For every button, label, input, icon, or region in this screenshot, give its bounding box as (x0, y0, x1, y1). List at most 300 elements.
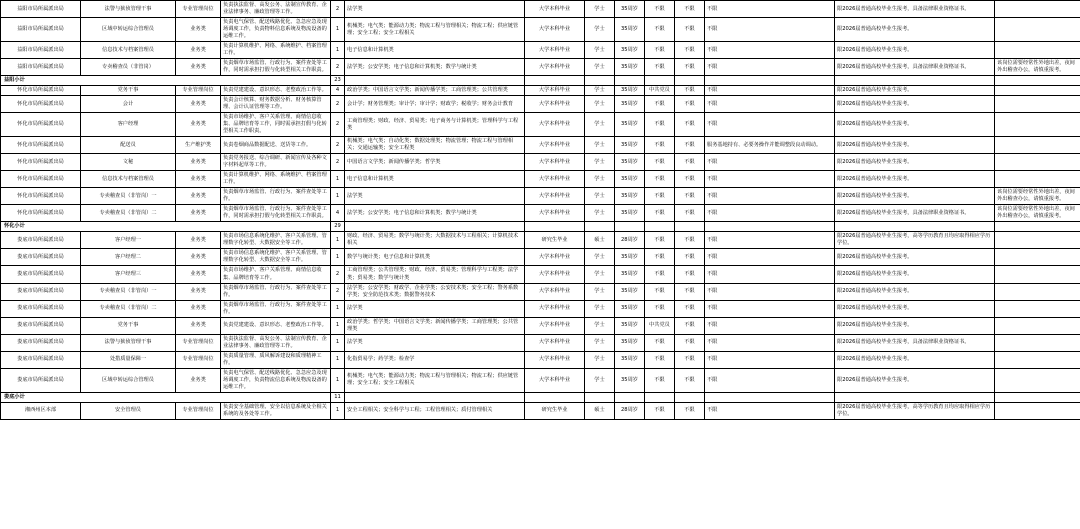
table-cell-2: 业务类 (176, 317, 221, 334)
table-cell-7: 学士 (585, 351, 615, 368)
table-cell-12: 限2026届普通高校毕业生报考。 (835, 18, 995, 42)
table-cell-4: 2 (331, 137, 345, 154)
table-row (1, 1, 1080, 18)
table-cell-11: 不限 (705, 86, 835, 96)
subtotal-count: 29 (331, 222, 345, 232)
table-row (1, 137, 1080, 154)
table-cell-13 (995, 137, 1080, 154)
table-cell-8: 35周岁 (615, 300, 645, 317)
subtotal-count: 23 (331, 76, 345, 86)
table-cell-7: 学士 (585, 317, 615, 334)
table-cell-5: 机械类；电气类；自动化类；数据处理类；物流管理；物流工程与管理相关；交通运输类；安全工程类 (345, 137, 525, 154)
table-cell-6: 大学本科毕业 (525, 283, 585, 300)
table-cell-1: 党务干事 (81, 317, 176, 334)
table-cell-13 (995, 249, 1080, 266)
table-cell-9: 中共党员 (645, 317, 675, 334)
table-cell-7: 学士 (585, 171, 615, 188)
table-cell-5: 法学类 (345, 300, 525, 317)
table-cell-10: 不限 (675, 402, 705, 419)
table-cell-7: 学士 (585, 113, 615, 137)
table-cell-11: 不限 (705, 1, 835, 18)
table-cell-11: 不限 (705, 266, 835, 283)
table-cell-6: 大学本科毕业 (525, 188, 585, 205)
table-cell-12: 限2026届普通高校毕业生报考。 (835, 137, 995, 154)
table-cell-9: 不限 (645, 171, 675, 188)
table-cell-7: 学士 (585, 188, 615, 205)
subtotal-empty-cell (645, 76, 675, 86)
table-cell-9: 不限 (645, 1, 675, 18)
table-cell-3: 负责市场信息系统化维护、客户关系管理、管理数字化转型、大数据安全等工作。 (221, 249, 331, 266)
table-cell-0: 娄底市局所属派出局 (1, 334, 81, 351)
table-cell-0: 怀化市局所属派出局 (1, 188, 81, 205)
table-body (1, 1, 1080, 420)
table-cell-9: 中共党员 (645, 86, 675, 96)
table-cell-7: 学士 (585, 18, 615, 42)
table-cell-11: 不限 (705, 171, 835, 188)
table-cell-11: 不限 (705, 368, 835, 392)
table-cell-6: 大学本科毕业 (525, 249, 585, 266)
table-cell-4: 1 (331, 18, 345, 42)
table-cell-10: 不限 (675, 188, 705, 205)
table-cell-12: 限2026届普通高校毕业生报考。 (835, 42, 995, 59)
table-cell-5: 中国语言文学类；新闻传播学类；哲学类 (345, 154, 525, 171)
table-cell-0: 怀化市局所属派出局 (1, 205, 81, 222)
table-cell-12: 限2026届普通高校毕业生报考，具备法律职业资格证书。 (835, 1, 995, 18)
subtotal-empty-cell (345, 76, 525, 86)
table-cell-7: 学士 (585, 137, 615, 154)
table-cell-6: 大学本科毕业 (525, 113, 585, 137)
table-cell-6: 大学本科毕业 (525, 137, 585, 154)
table-cell-6: 大学本科毕业 (525, 368, 585, 392)
table-cell-1: 客户经理二 (81, 249, 176, 266)
table-cell-7: 学士 (585, 59, 615, 76)
subtotal-empty-cell (705, 76, 835, 86)
table-subtotal-row (1, 392, 1080, 402)
table-cell-6: 大学本科毕业 (525, 266, 585, 283)
table-cell-11: 不限 (705, 249, 835, 266)
table-cell-13 (995, 42, 1080, 59)
table-cell-11: 不限 (705, 59, 835, 76)
table-cell-6: 大学本科毕业 (525, 42, 585, 59)
subtotal-empty-cell (585, 222, 615, 232)
table-cell-5: 工商管理类；公共管理类；财政、经济、贸易类；管理科学与工程类；法学类；贸易类；数学与统计类 (345, 266, 525, 283)
table-row (1, 205, 1080, 222)
table-cell-11: 不限 (705, 402, 835, 419)
table-cell-13: 该岗位需要经常性外地出差，夜间外出稽查办公，请慎重报考。 (995, 59, 1080, 76)
table-cell-8: 35周岁 (615, 154, 645, 171)
table-cell-8: 35周岁 (615, 171, 645, 188)
subtotal-empty-cell (585, 76, 615, 86)
table-cell-11: 不限 (705, 113, 835, 137)
table-cell-7: 学士 (585, 368, 615, 392)
table-row (1, 59, 1080, 76)
table-cell-4: 1 (331, 188, 345, 205)
table-cell-9: 不限 (645, 113, 675, 137)
table-cell-4: 2 (331, 1, 345, 18)
table-cell-4: 4 (331, 86, 345, 96)
table-cell-5: 法学类；公安学类；电子信息和计算机类；数学与统计类 (345, 205, 525, 222)
subtotal-empty-cell (995, 392, 1080, 402)
table-cell-10: 不限 (675, 317, 705, 334)
table-cell-11: 不限 (705, 18, 835, 42)
table-cell-3: 负责烟草市场监管、行政行为、案件查处等工作。 (221, 188, 331, 205)
table-cell-1: 客户经理三 (81, 266, 176, 283)
table-cell-4: 2 (331, 96, 345, 113)
table-cell-10: 不限 (675, 368, 705, 392)
table-cell-9: 不限 (645, 59, 675, 76)
table-cell-11: 不限 (705, 188, 835, 205)
table-cell-6: 大学本科毕业 (525, 154, 585, 171)
table-cell-5: 数学与统计类；电子信息和计算机类 (345, 249, 525, 266)
table-cell-0: 怀化市局所属派出局 (1, 96, 81, 113)
table-cell-2: 业务类 (176, 154, 221, 171)
table-cell-1: 区域中转运综合管理员 (81, 368, 176, 392)
table-cell-4: 1 (331, 171, 345, 188)
table-cell-4: 2 (331, 113, 345, 137)
table-cell-8: 35周岁 (615, 1, 645, 18)
subtotal-empty-cell (615, 76, 645, 86)
table-row (1, 232, 1080, 249)
table-cell-10: 不限 (675, 137, 705, 154)
table-cell-12: 限2026届普通高校毕业生报考。 (835, 86, 995, 96)
table-cell-7: 学士 (585, 96, 615, 113)
table-cell-1: 文秘 (81, 154, 176, 171)
table-cell-4: 2 (331, 154, 345, 171)
table-cell-8: 35周岁 (615, 283, 645, 300)
table-cell-3: 负责市场信息系统化维护、客户关系管理、管理数字化转型、大数据安全等工作。 (221, 232, 331, 249)
table-cell-8: 28周岁 (615, 232, 645, 249)
table-cell-11: 服务基地持有、必要务操作并能调整段良动调动。 (705, 137, 835, 154)
table-cell-3: 负责烟草市场监管、行政行为、案件查处等工作。 (221, 300, 331, 317)
table-cell-13 (995, 368, 1080, 392)
table-cell-1: 专卖稽查员（非管岗） (81, 59, 176, 76)
table-cell-12: 限2026届普通高校毕业生报考。 (835, 171, 995, 188)
table-row (1, 351, 1080, 368)
table-cell-2: 专业管理岗位 (176, 402, 221, 419)
table-cell-10: 不限 (675, 113, 705, 137)
subtotal-empty-cell (995, 222, 1080, 232)
table-cell-3: 负责电气保管、配送线路优化、急急应急及现场调度工作，负责物流信息系统及物流设备的运维工作。 (221, 368, 331, 392)
table-cell-8: 35周岁 (615, 368, 645, 392)
table-cell-12: 限2026届普通高校毕业生报考。 (835, 283, 995, 300)
table-cell-11: 不限 (705, 96, 835, 113)
table-cell-10: 不限 (675, 96, 705, 113)
table-cell-2: 业务类 (176, 205, 221, 222)
table-cell-13 (995, 1, 1080, 18)
table-cell-3: 负责烟草市场监管、行政行为、案件查处等工作。 (221, 283, 331, 300)
subtotal-empty-cell (835, 222, 995, 232)
table-cell-9: 不限 (645, 351, 675, 368)
table-cell-1: 专卖稽查员（非管岗）二 (81, 205, 176, 222)
table-cell-2: 业务类 (176, 18, 221, 42)
table-cell-0: 娄底市局所属派出局 (1, 283, 81, 300)
table-cell-13 (995, 300, 1080, 317)
table-cell-12: 限2026届普通高校毕业生报考。 (835, 249, 995, 266)
subtotal-empty-cell (645, 222, 675, 232)
table-cell-3: 负责计算机维护、网络、系统维护、档案管理工作。 (221, 171, 331, 188)
table-cell-5: 财政、经济、贸易类；数学与统计类；大数据技术与工程相关；计算机技术相关 (345, 232, 525, 249)
table-cell-1: 专卖稽查员（非管岗）二 (81, 300, 176, 317)
table-cell-3: 负责党建建设、意识形态、老整政治工作等。 (221, 317, 331, 334)
table-cell-11: 不限 (705, 205, 835, 222)
table-cell-4: 1 (331, 317, 345, 334)
subtotal-empty-cell (645, 392, 675, 402)
table-cell-4: 1 (331, 402, 345, 419)
table-cell-1: 信息技术与档案管理员 (81, 171, 176, 188)
table-cell-1: 专卖稽查员（非管岗）一 (81, 188, 176, 205)
table-cell-0: 怀化市局所属派出局 (1, 154, 81, 171)
table-cell-10: 不限 (675, 351, 705, 368)
table-cell-1: 区域中转运综合管理员 (81, 18, 176, 42)
table-cell-0: 娄底市局所属派出局 (1, 266, 81, 283)
table-cell-5: 电子信息和计算机类 (345, 42, 525, 59)
table-cell-2: 专业管理岗位 (176, 1, 221, 18)
table-cell-2: 业务类 (176, 96, 221, 113)
table-cell-5: 会计学；财务管理类；审计学；审计学；财政学；税收学；财务会计教育 (345, 96, 525, 113)
table-cell-13 (995, 96, 1080, 113)
table-cell-9: 不限 (645, 96, 675, 113)
table-cell-12: 限2026届普通高校毕业生报考，高等学历教育且均应取得相应学历学位。 (835, 402, 995, 419)
table-cell-0: 益阳市局所属派出局 (1, 1, 81, 18)
table-cell-0: 怀化市局所属派出局 (1, 137, 81, 154)
table-cell-6: 大学本科毕业 (525, 317, 585, 334)
table-cell-2: 专业管理岗位 (176, 334, 221, 351)
table-cell-6: 大学本科毕业 (525, 171, 585, 188)
table-cell-10: 不限 (675, 18, 705, 42)
table-cell-4: 1 (331, 42, 345, 59)
table-cell-3: 负责质量管理、质风解诉建设和质理精神工作。 (221, 351, 331, 368)
table-cell-9: 不限 (645, 137, 675, 154)
table-cell-11: 不限 (705, 351, 835, 368)
table-cell-1: 配送员 (81, 137, 176, 154)
table-cell-13 (995, 283, 1080, 300)
table-cell-3: 负责烟草市场监管、行政行为、案件查处等工作，同时需承担打假与化转型相关工作职责。 (221, 205, 331, 222)
table-cell-12: 限2026届普通高校毕业生报考。 (835, 266, 995, 283)
subtotal-empty-cell (675, 222, 705, 232)
table-cell-13: 该岗位需要经常性外地出差，夜间外出稽查办公，请慎重报考。 (995, 205, 1080, 222)
table-cell-6: 研究生毕业 (525, 232, 585, 249)
table-row (1, 249, 1080, 266)
table-cell-12: 限2026届普通高校毕业生报考，具备法律职业资格证书。 (835, 59, 995, 76)
subtotal-label: 益阳小计 (1, 76, 331, 86)
table-cell-7: 学士 (585, 1, 615, 18)
table-cell-9: 不限 (645, 402, 675, 419)
table-cell-2: 业务类 (176, 249, 221, 266)
table-cell-5: 化指贸易学；药学类；检查学 (345, 351, 525, 368)
table-cell-5: 政治学类；哲学类；中国语言文学类；新闻传播学类；工商管理类；公共管理类 (345, 317, 525, 334)
table-cell-5: 安全工程相关；安全科学与工程；工程管理相关；质付管理相关 (345, 402, 525, 419)
table-cell-10: 不限 (675, 266, 705, 283)
table-cell-7: 硕士 (585, 232, 615, 249)
table-cell-6: 大学本科毕业 (525, 300, 585, 317)
table-cell-10: 不限 (675, 86, 705, 96)
table-row (1, 113, 1080, 137)
table-cell-9: 不限 (645, 232, 675, 249)
table-cell-2: 业务类 (176, 59, 221, 76)
table-cell-8: 35周岁 (615, 59, 645, 76)
table-cell-6: 大学本科毕业 (525, 1, 585, 18)
table-cell-6: 大学本科毕业 (525, 59, 585, 76)
table-cell-7: 学士 (585, 249, 615, 266)
table-cell-8: 28周岁 (615, 402, 645, 419)
table-row (1, 171, 1080, 188)
table-cell-4: 2 (331, 59, 345, 76)
table-cell-10: 不限 (675, 1, 705, 18)
table-cell-10: 不限 (675, 59, 705, 76)
subtotal-empty-cell (525, 76, 585, 86)
table-cell-6: 大学本科毕业 (525, 205, 585, 222)
table-cell-5: 机械类；电气类；能源动力类；物流工程与管理相关；物流工程；供应链管理；安全工程；安全工程相关 (345, 18, 525, 42)
table-row (1, 368, 1080, 392)
table-cell-3: 负责会计核算、财务数据分析、财务核算管理、会计认证管理等工作。 (221, 96, 331, 113)
table-cell-9: 不限 (645, 283, 675, 300)
table-cell-10: 不限 (675, 154, 705, 171)
table-cell-8: 35周岁 (615, 249, 645, 266)
table-cell-12: 限2026届普通高校毕业生报考。 (835, 154, 995, 171)
table-cell-8: 35周岁 (615, 96, 645, 113)
table-cell-3: 负责市场维护、客户关系管理、商情信息收集、品牌培育等工作，同时需承担打假与化转型相关工作职责。 (221, 113, 331, 137)
table-cell-12: 限2026届普通高校毕业生报考。 (835, 368, 995, 392)
table-cell-7: 学士 (585, 86, 615, 96)
table-cell-0: 益阳市局所属派出局 (1, 59, 81, 76)
table-cell-13 (995, 18, 1080, 42)
table-cell-13 (995, 351, 1080, 368)
table-cell-7: 硕士 (585, 402, 615, 419)
table-cell-13 (995, 402, 1080, 419)
table-cell-4: 1 (331, 334, 345, 351)
table-cell-8: 35周岁 (615, 42, 645, 59)
table-cell-13 (995, 232, 1080, 249)
table-cell-6: 大学本科毕业 (525, 96, 585, 113)
table-cell-1: 客户经理一 (81, 232, 176, 249)
table-cell-3: 负责烟草市场监管、行政行为、案件查处等工作，同时需承担打假与化转型相关工作职责。 (221, 59, 331, 76)
table-cell-2: 生产维护类 (176, 137, 221, 154)
table-cell-3: 负责电气保管、配送线路优化、急急应急及现场调度工作，负责物料信息系统及物流设备的运维工作。 (221, 18, 331, 42)
table-cell-0: 益阳市局所属派出局 (1, 18, 81, 42)
table-cell-4: 4 (331, 205, 345, 222)
table-row (1, 154, 1080, 171)
table-cell-9: 不限 (645, 42, 675, 59)
table-cell-4: 2 (331, 266, 345, 283)
table-cell-11: 不限 (705, 283, 835, 300)
table-cell-9: 不限 (645, 300, 675, 317)
table-cell-9: 不限 (645, 205, 675, 222)
table-cell-10: 不限 (675, 232, 705, 249)
table-cell-4: 1 (331, 368, 345, 392)
table-cell-9: 不限 (645, 188, 675, 205)
table-subtotal-row (1, 76, 1080, 86)
table-cell-8: 35周岁 (615, 137, 645, 154)
subtotal-empty-cell (615, 392, 645, 402)
table-cell-0: 怀化市局所属派出局 (1, 113, 81, 137)
table-row (1, 86, 1080, 96)
table-row (1, 188, 1080, 205)
table-cell-13 (995, 154, 1080, 171)
table-cell-7: 学士 (585, 266, 615, 283)
table-cell-9: 不限 (645, 334, 675, 351)
table-cell-0: 湘西州区本部 (1, 402, 81, 419)
table-cell-0: 娄底市局所属派出局 (1, 351, 81, 368)
table-cell-3: 负责执法监督、高发公务、法制宣传教育、企业法律事务、廉政管理等工作。 (221, 334, 331, 351)
table-cell-12: 限2026届普通高校毕业生报考。 (835, 113, 995, 137)
table-cell-2: 业务类 (176, 266, 221, 283)
table-cell-2: 业务类 (176, 300, 221, 317)
table-cell-1: 法警与狱侦管理干事 (81, 334, 176, 351)
table-cell-0: 娄底市局所属派出局 (1, 232, 81, 249)
table-cell-10: 不限 (675, 42, 705, 59)
table-cell-1: 专卖稽查员（非管岗）一 (81, 283, 176, 300)
table-cell-8: 35周岁 (615, 18, 645, 42)
table-cell-10: 不限 (675, 283, 705, 300)
table-cell-11: 不限 (705, 232, 835, 249)
table-cell-9: 不限 (645, 249, 675, 266)
table-cell-11: 不限 (705, 317, 835, 334)
table-cell-1: 信息技术与档案管理员 (81, 42, 176, 59)
subtotal-empty-cell (345, 222, 525, 232)
table-cell-2: 业务类 (176, 232, 221, 249)
table-cell-3: 负责卷烟商品数据配送、送货等工作。 (221, 137, 331, 154)
table-cell-7: 学士 (585, 300, 615, 317)
subtotal-empty-cell (525, 222, 585, 232)
table-cell-5: 法学类；公安学类；电子信息和计算机类；数学与统计类 (345, 59, 525, 76)
table-cell-9: 不限 (645, 368, 675, 392)
table-cell-11: 不限 (705, 154, 835, 171)
table-row (1, 96, 1080, 113)
table-cell-2: 业务类 (176, 113, 221, 137)
table-cell-0: 娄底市局所属派出局 (1, 300, 81, 317)
table-row (1, 18, 1080, 42)
table-cell-4: 1 (331, 300, 345, 317)
table-cell-1: 处措质量保障一 (81, 351, 176, 368)
table-cell-7: 学士 (585, 42, 615, 59)
table-cell-0: 娄底市局所属派出局 (1, 368, 81, 392)
table-cell-2: 业务类 (176, 283, 221, 300)
table-cell-3: 负责党务报送、综合调研、新闻宣传及各种文字材料起草等工作。 (221, 154, 331, 171)
table-cell-8: 35周岁 (615, 334, 645, 351)
subtotal-label: 娄底小计 (1, 392, 331, 402)
subtotal-empty-cell (675, 392, 705, 402)
table-cell-3: 负责执法监督、高发公务、法制宣传教育、企业法律事务、廉政管理等工作。 (221, 1, 331, 18)
table-cell-8: 35周岁 (615, 266, 645, 283)
subtotal-empty-cell (835, 76, 995, 86)
table-cell-3: 负责党建建设、意识形态、老整政治工作等。 (221, 86, 331, 96)
table-cell-9: 不限 (645, 18, 675, 42)
table-cell-12: 限2026届普通高校毕业生报考，高等学历教育且均应取得相应学历学位。 (835, 232, 995, 249)
table-cell-12: 限2026届普通高校毕业生报考。 (835, 317, 995, 334)
table-cell-0: 娄底市局所属派出局 (1, 249, 81, 266)
table-subtotal-row (1, 222, 1080, 232)
table-cell-0: 益阳市局所属派出局 (1, 42, 81, 59)
table-row (1, 42, 1080, 59)
table-row (1, 283, 1080, 300)
table-cell-8: 35周岁 (615, 351, 645, 368)
table-cell-1: 法警与狱侦管理干事 (81, 1, 176, 18)
table-cell-7: 学士 (585, 154, 615, 171)
table-cell-12: 限2026届普通高校毕业生报考。 (835, 300, 995, 317)
subtotal-empty-cell (705, 222, 835, 232)
subtotal-label: 怀化小计 (1, 222, 331, 232)
table-cell-6: 研究生毕业 (525, 402, 585, 419)
table-row (1, 402, 1080, 419)
subtotal-empty-cell (835, 392, 995, 402)
table-cell-4: 1 (331, 232, 345, 249)
table-cell-11: 不限 (705, 300, 835, 317)
table-cell-1: 党务干事 (81, 86, 176, 96)
table-cell-0: 娄底市局所属派出局 (1, 317, 81, 334)
table-cell-1: 会计 (81, 96, 176, 113)
table-cell-13 (995, 266, 1080, 283)
table-cell-3: 负责市场维护、客户关系管理、商情信息收集、品牌培育等工作。 (221, 266, 331, 283)
